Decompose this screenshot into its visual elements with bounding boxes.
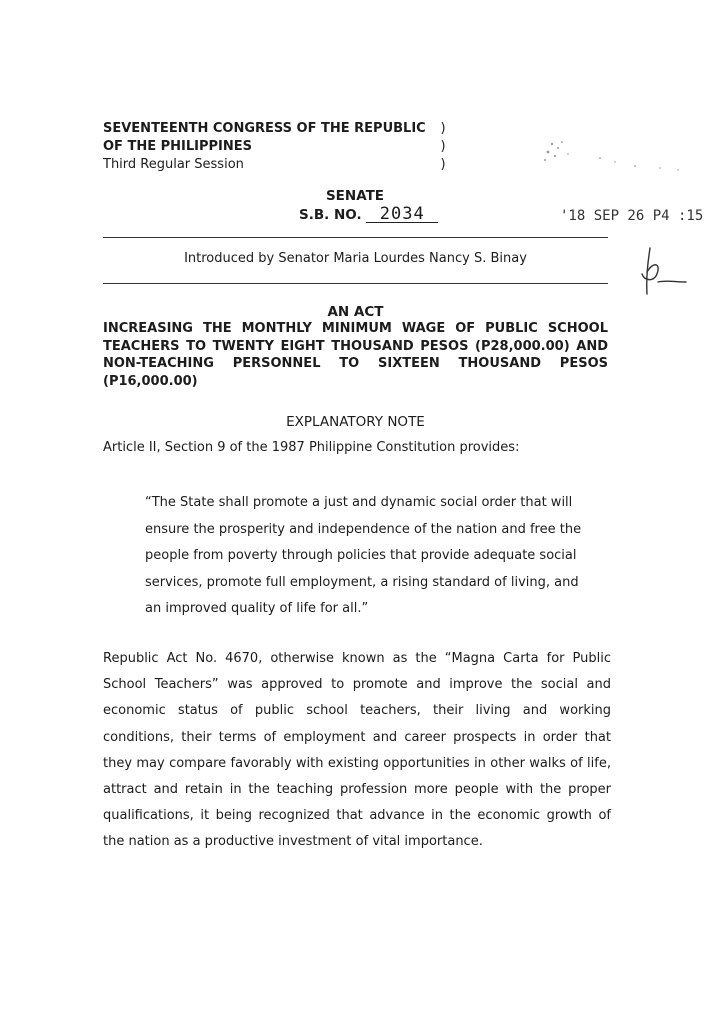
bracket: ) [440, 139, 446, 154]
act-title-line: INCREASING THE MONTHLY MINIMUM WAGE OF PUBLIC SCHOOL [103, 321, 608, 336]
explanatory-note-heading: EXPLANATORY NOTE [286, 414, 425, 430]
chamber-label: SENATE [325, 188, 385, 204]
congress-heading [103, 120, 426, 174]
constitution-quote [145, 490, 590, 623]
act-title-line: NON-TEACHING PERSONNEL TO SIXTEEN THOUSAND PESOS [103, 356, 608, 371]
congress-line-2: OF THE PHILIPPINES [103, 139, 252, 154]
quote-text: “The State shall promote a just and dynamic social order that will ensure the prosperity and independence of the nation and free the people from poverty through policies that provide adequate social services, promote full employment, a rising standard of living, and an improved quality of life for all.” [145, 495, 582, 616]
body-paragraph: Republic Act No. 4670, otherwise known as the “Magna Carta for Public School Teachers” was approved to promote and improve the social and economic status of public school teachers, their living and working conditions, their terms of employment and career prospects in order that they may compare favorably with existing opportunities in other walks of life, attract and retain in the teaching profession more people with the proper qualifications, it being recognized that advance in the economic growth of the nation as a productive investment of vital importance. [103, 651, 611, 850]
bill-number-line [299, 206, 438, 223]
constitution-intro: Article II, Section 9 of the 1987 Philippine Constitution provides: [103, 440, 520, 455]
act-title [103, 320, 608, 390]
act-heading: AN ACT [327, 304, 384, 320]
bill-number: 2034 [366, 206, 438, 223]
bracket: ) [440, 121, 446, 136]
introduced-by: Introduced by Senator Maria Lourdes Nancy S. Binay [184, 251, 527, 266]
received-stamp: '18 SEP 26 P4 :15 [560, 208, 704, 224]
session-line: Third Regular Session [103, 157, 244, 172]
divider-bottom [103, 283, 608, 284]
divider-top [103, 237, 608, 238]
bill-number-label: S.B. NO. [299, 207, 362, 223]
handwritten-initials [628, 242, 688, 298]
act-title-line: TEACHERS TO TWENTY EIGHT THOUSAND PESOS (P28,000.00) AND [103, 338, 608, 354]
scan-speckle-mark [540, 136, 690, 176]
bracket-column [437, 120, 449, 174]
bracket: ) [440, 157, 446, 172]
act-title-line: (P16,000.00) [103, 373, 198, 389]
congress-line-1: SEVENTEENTH CONGRESS OF THE REPUBLIC [103, 121, 426, 136]
